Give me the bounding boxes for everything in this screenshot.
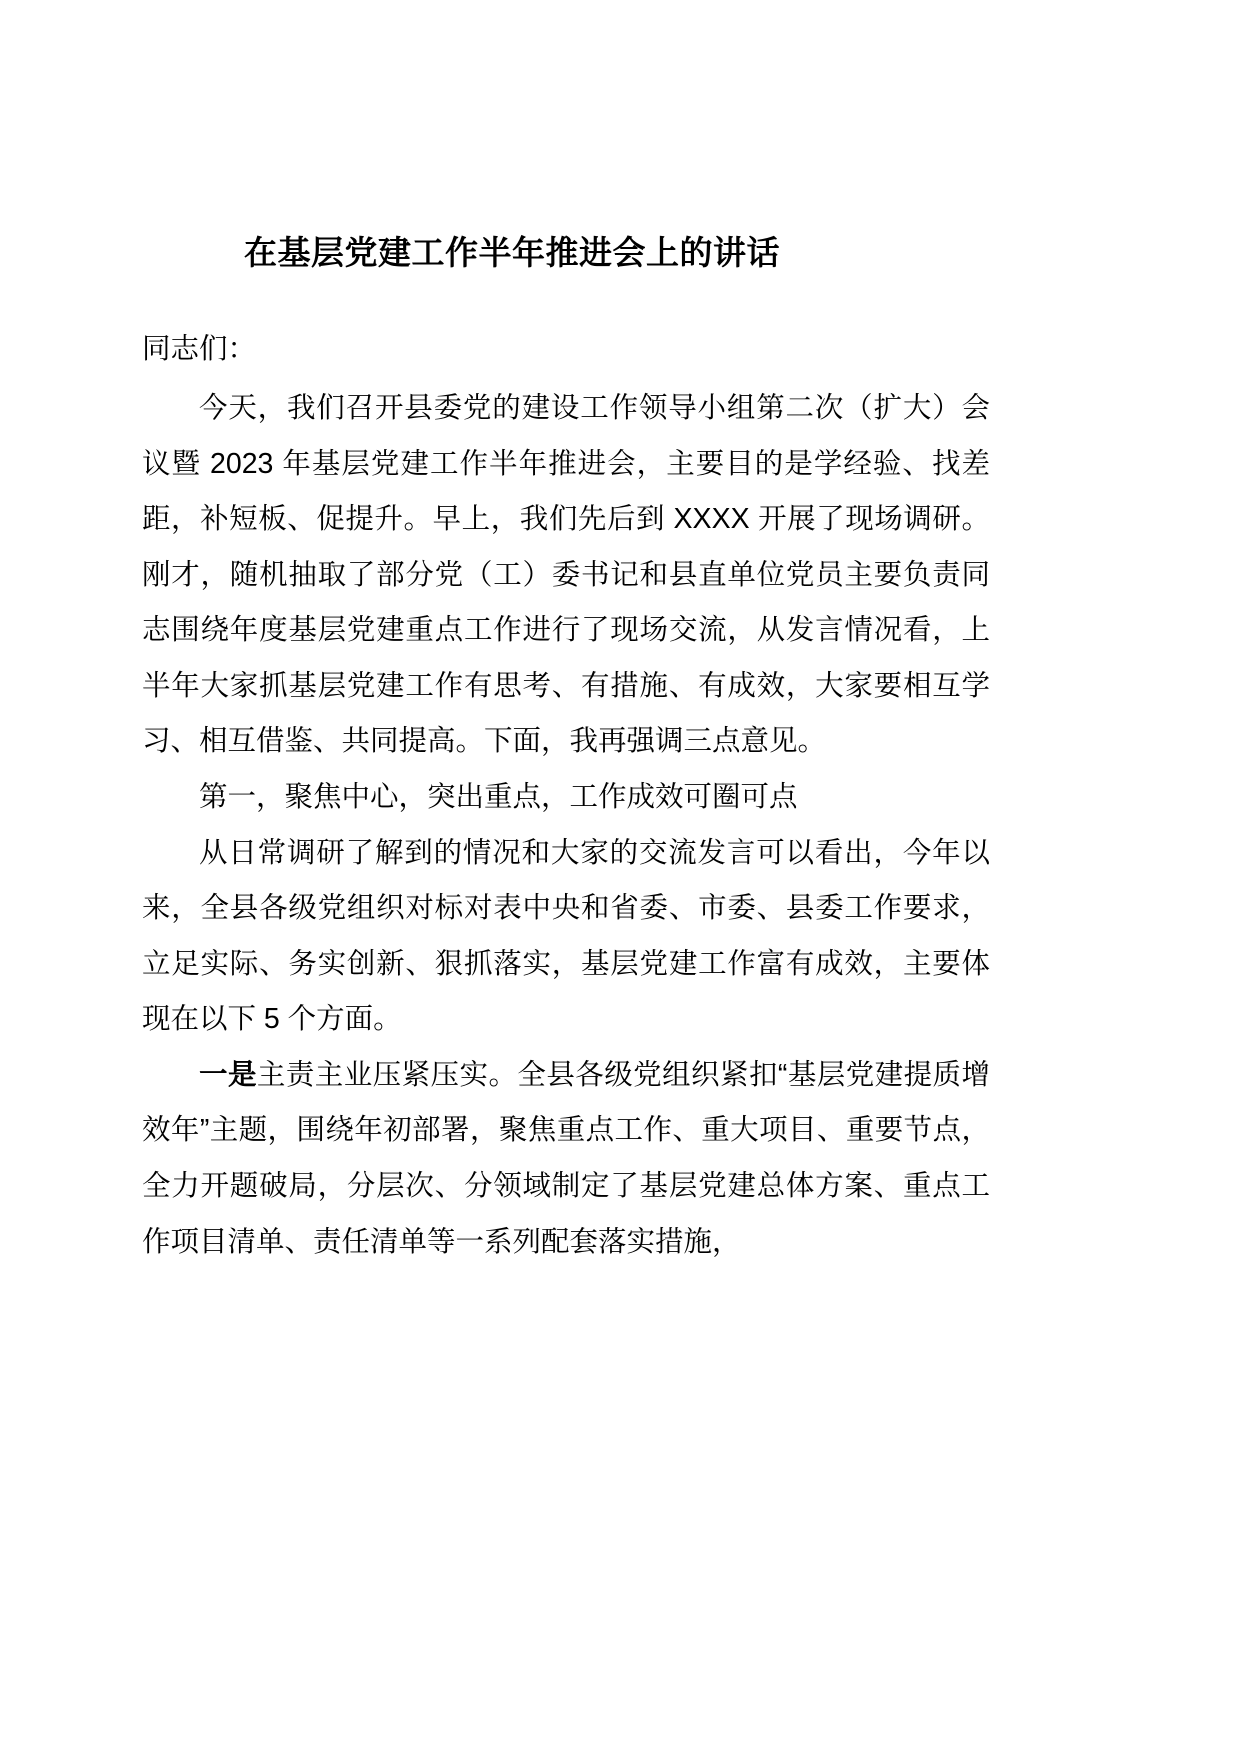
paragraph-opening: 今天，我们召开县委党的建设工作领导小组第二次（扩大）会议暨 2023 年基层党建工作半年推进会，主要目的是学经验、找差距，补短板、促提升。早上，我们先后到 XXXX 开展了现场调研。刚才，随机抽取了部分党（工）委书记和县直单位党员主要负责同志围绕年度基层党建重点工作进行了现场交流，从发言情况看，上半年大家抓基层党建工作有思考、有措施、有成效，大家要相互学习、相互借鉴、共同提高。下面，我再强调三点意见。 (142, 392, 990, 758)
document-body (142, 322, 990, 1271)
salutation-line: 同志们： (142, 332, 257, 365)
paragraph-section-one-body: 从日常调研了解到的情况和大家的交流发言可以看出，今年以来，全县各级党组织对标对表中央和省委、市委、县委工作要求，立足实际、务实创新、狠抓落实，基层党建工作富有成效，主要体现在以下 5 个方面。 (142, 836, 990, 1036)
page-title: 在基层党建工作半年推进会上的讲话 (244, 234, 780, 271)
paragraph-point-one-text: 主责主业压紧压实。全县各级党组织紧扣“基层党建提质增效年”主题，围绕年初部署，聚焦重点工作、重大项目、重要节点，全力开题破局，分层次、分领域制定了基层党建总体方案、重点工作项目清单、责任清单等一系列配套落实措施， (142, 1058, 990, 1258)
paragraph-point-one-lead: 一是 (199, 1058, 257, 1091)
paragraph-section-one-heading: 第一，聚焦中心，突出重点，工作成效可圈可点 (199, 781, 798, 813)
paragraph-point-one (142, 1048, 990, 1270)
